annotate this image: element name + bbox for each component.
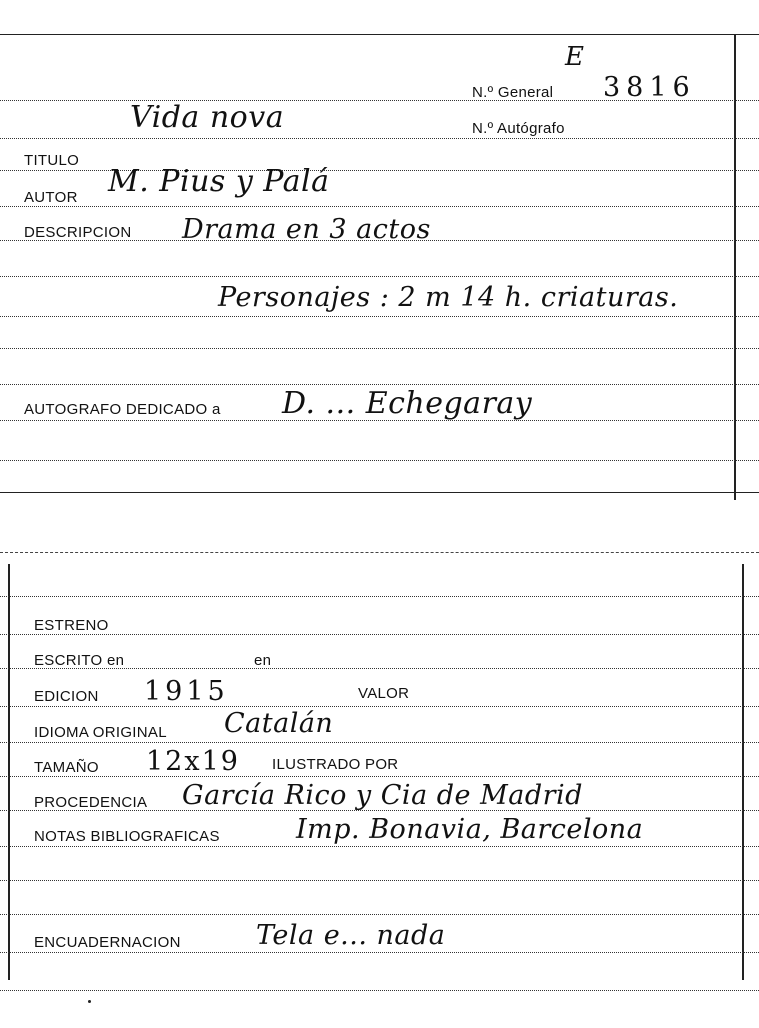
tamano-label: TAMAÑO [34, 759, 99, 776]
rule-line [0, 880, 759, 881]
ilustrado-por-label: ILUSTRADO POR [272, 756, 399, 773]
escrito-en-label: en [254, 652, 272, 669]
card-right-border [742, 564, 744, 980]
numero-autografo-label: N.º Autógrafo [472, 120, 565, 137]
titulo-label: TITULO [24, 152, 80, 169]
estreno-label: ESTRENO [34, 617, 109, 634]
personajes-value: Personajes : 2 m 14 h. criaturas. [218, 282, 679, 313]
rule-line [0, 776, 759, 777]
rule-line [0, 634, 759, 635]
encuadernacion-label: ENCUADERNACION [34, 934, 181, 951]
card-bottom-border [0, 492, 759, 493]
rule-line [0, 990, 759, 991]
notas-bibliograficas-label: NOTAS BIBLIOGRAFICAS [34, 828, 220, 845]
card-right-border [734, 34, 736, 500]
valor-label: VALOR [358, 685, 410, 702]
rule-line [0, 952, 759, 953]
handwritten-mark: E [565, 42, 585, 72]
rule-line [0, 460, 759, 461]
idioma-original-label: IDIOMA ORIGINAL [34, 724, 167, 741]
rule-line [0, 240, 759, 241]
tamano-value: 12x19 [146, 746, 240, 777]
edicion-label: EDICION [34, 688, 99, 705]
bottom-catalog-card [0, 540, 759, 1000]
rule-line [0, 706, 759, 707]
rule-line [0, 742, 759, 743]
descripcion-value: Drama en 3 actos [182, 214, 431, 245]
rule-line [0, 276, 759, 277]
card-top-border [0, 552, 759, 553]
rule-line [0, 100, 759, 101]
numero-general-label: N.º General [472, 84, 554, 101]
rule-line [0, 316, 759, 317]
rule-line [0, 810, 759, 811]
rule-line [0, 420, 759, 421]
rule-line [0, 914, 759, 915]
rule-line [0, 668, 759, 669]
encuadernacion-value: Tela e... nada [256, 920, 446, 951]
titulo-value: Vida nova [130, 100, 285, 135]
rule-line [0, 596, 759, 597]
top-catalog-card [0, 0, 759, 500]
procedencia-value: García Rico y Cia de Madrid [182, 780, 583, 811]
edicion-value: 1915 [144, 676, 229, 707]
descripcion-label: DESCRIPCION [24, 224, 132, 241]
rule-line [0, 206, 759, 207]
autor-value: M. Pius y Palá [108, 164, 330, 199]
idioma-original-value: Catalán [224, 708, 334, 739]
autografo-dedicado-label: AUTOGRAFO DEDICADO a [24, 401, 221, 418]
autografo-dedicado-value: D. ... Echegaray [282, 386, 533, 421]
card-top-border [0, 34, 759, 35]
escrito-label: ESCRITO en [34, 652, 125, 669]
autor-label: AUTOR [24, 189, 78, 206]
paper-speck [88, 1000, 91, 1003]
procedencia-label: PROCEDENCIA [34, 794, 148, 811]
numero-general-value: 3816 [603, 72, 696, 103]
card-left-border [8, 564, 10, 980]
rule-line [0, 138, 759, 139]
notas-bibliograficas-value: Imp. Bonavia, Barcelona [296, 814, 644, 845]
rule-line [0, 348, 759, 349]
rule-line [0, 846, 759, 847]
rule-line [0, 384, 759, 385]
